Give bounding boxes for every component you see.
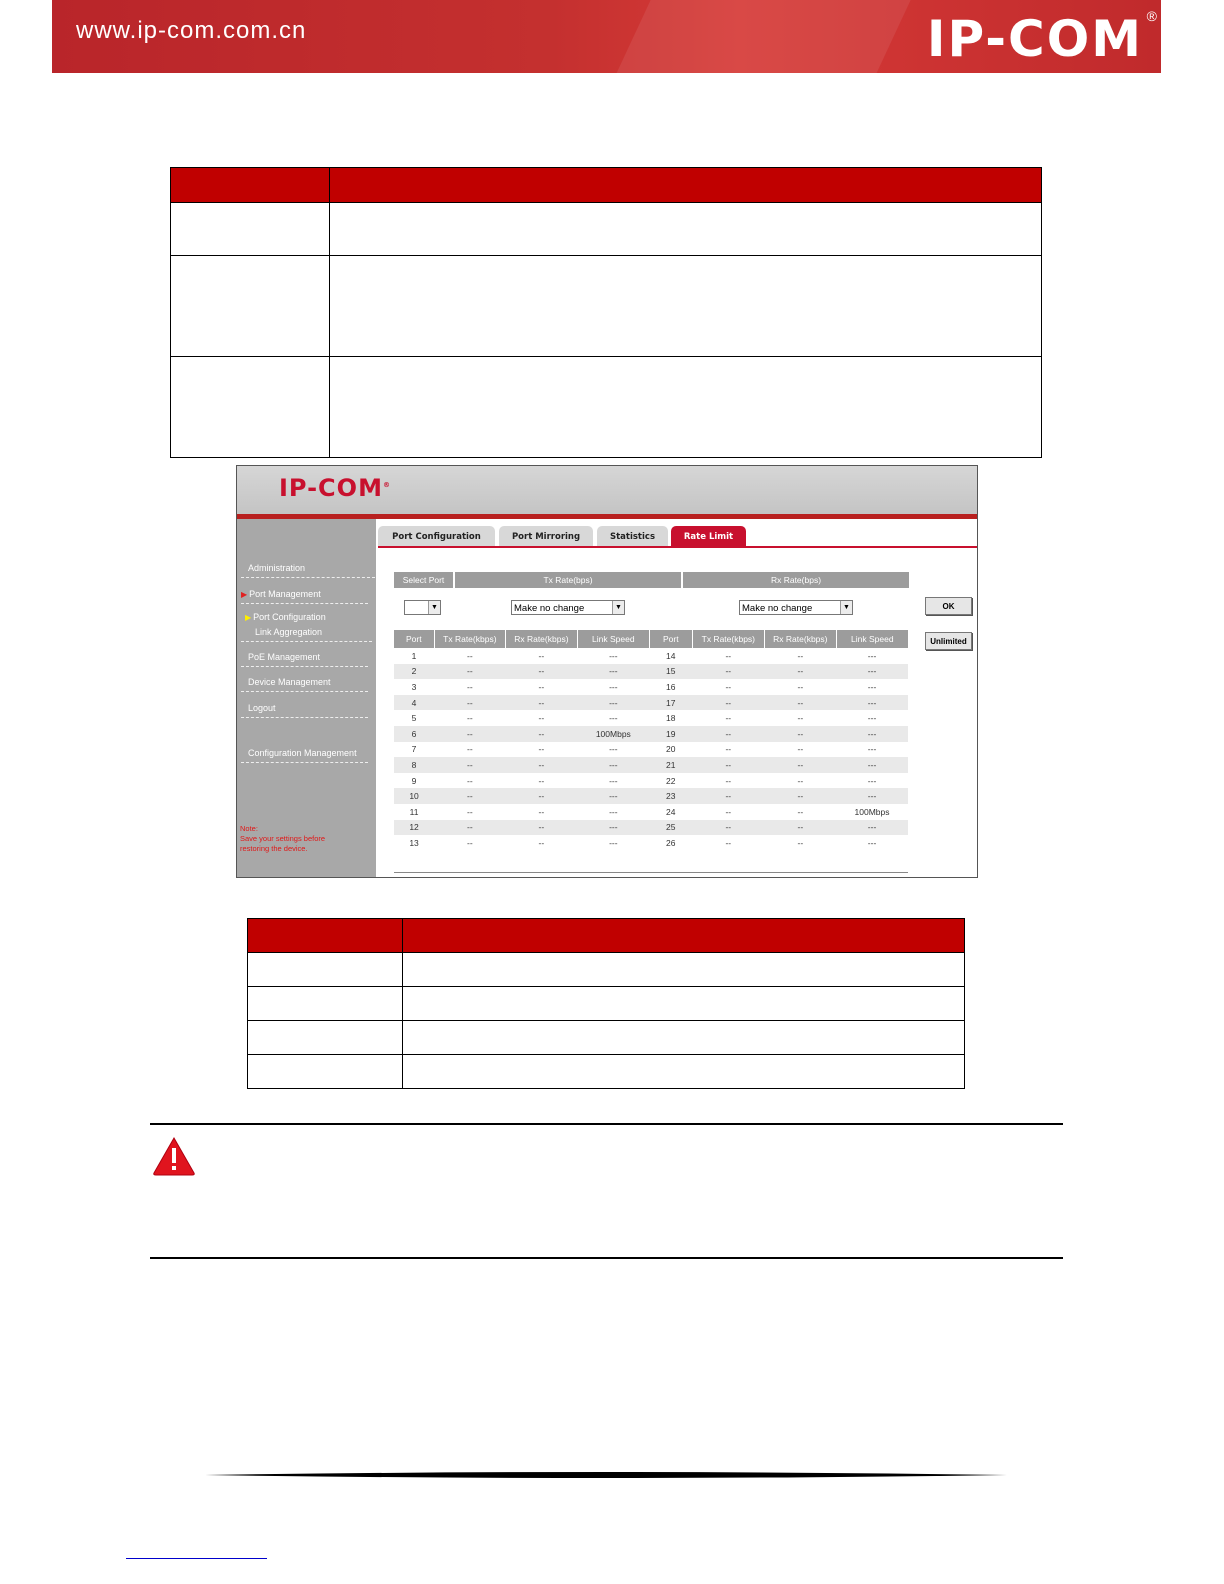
table-cell (403, 953, 965, 987)
table-row (394, 710, 908, 726)
table-cell: -- (797, 806, 804, 817)
table-header-row (248, 919, 965, 953)
table-row (394, 695, 908, 711)
note-text: Save your settings before restoring the device. (240, 834, 326, 853)
table-cell: -- (692, 664, 765, 680)
select-port-header: Select Port (394, 572, 453, 588)
header-banner (52, 0, 1161, 73)
table-cell: -- (725, 744, 732, 755)
table-cell: 17 (650, 695, 693, 711)
port-table-header-row (394, 630, 908, 648)
table-cell: -- (538, 806, 545, 817)
table-cell: --- (577, 664, 649, 680)
tx-rate-header: Tx Rate(bps) (455, 572, 681, 588)
table-bottom-rule (394, 872, 908, 873)
table-cell: --- (836, 820, 908, 836)
unlimited-button[interactable]: Unlimited (925, 632, 972, 650)
table-cell: --- (836, 757, 908, 773)
table-cell (403, 1055, 965, 1089)
table-row (394, 757, 908, 773)
table-cell: -- (725, 681, 732, 692)
table-row (394, 773, 908, 789)
table-cell: -- (692, 726, 765, 742)
table-cell: -- (506, 820, 578, 836)
table-cell: 21 (650, 757, 693, 773)
table-cell: -- (538, 650, 545, 661)
website-url: www.ip-com.com.cn (76, 17, 307, 44)
table-cell: -- (434, 726, 506, 742)
footer-rule (205, 1470, 1007, 1480)
column-header: Link Speed (577, 630, 649, 648)
table-cell: -- (797, 744, 804, 755)
table-row (394, 820, 908, 836)
tab-port-configuration[interactable]: Port Configuration (378, 526, 495, 546)
table-cell: -- (506, 757, 578, 773)
table-cell: 10 (394, 788, 434, 804)
rate-limit-screenshot (236, 465, 978, 878)
table-cell: -- (467, 713, 473, 724)
ui-header (237, 466, 977, 514)
table-cell: --- (609, 650, 618, 661)
table-cell: -- (765, 695, 837, 711)
tx-rate-value: Make no change (514, 603, 585, 614)
table-cell: --- (609, 806, 618, 817)
table-cell: -- (506, 664, 578, 680)
table-cell: 18 (666, 713, 676, 724)
table-row (248, 1055, 965, 1089)
note-title: Note: (240, 824, 258, 833)
table-cell: -- (434, 695, 506, 711)
port-table-body (394, 648, 908, 851)
table-cell: 9 (411, 775, 417, 786)
tab-rate-limit[interactable]: Rate Limit (671, 526, 746, 546)
table-row (248, 987, 965, 1021)
chevron-down-icon: ▼ (840, 601, 852, 614)
table-cell (403, 987, 965, 1021)
table-cell: -- (506, 726, 578, 742)
table-header-cell (330, 168, 1042, 203)
select-port-dropdown[interactable] (404, 600, 441, 615)
table-cell: --- (867, 744, 877, 755)
chevron-down-icon: ▼ (428, 601, 440, 614)
tab-port-mirroring[interactable]: Port Mirroring (499, 526, 593, 546)
table-cell: 1 (411, 650, 417, 661)
table-cell: -- (692, 757, 765, 773)
table-cell: -- (797, 650, 804, 661)
table-cell: -- (725, 837, 732, 848)
table-cell: --- (836, 695, 908, 711)
table-cell (248, 953, 403, 987)
registered-mark: ® (1146, 8, 1157, 24)
table-cell: -- (538, 744, 545, 755)
rx-rate-value: Make no change (742, 603, 813, 614)
sidebar-item-configuration-management[interactable]: Configuration Management (241, 748, 368, 763)
table-cell: -- (692, 695, 765, 711)
sidebar-item-label: Port Configuration (253, 612, 326, 622)
table-cell: 26 (666, 837, 676, 848)
table-cell: 22 (666, 775, 676, 786)
column-header: Tx Rate(kbps) (434, 630, 506, 648)
sidebar-item-port-configuration[interactable] (241, 612, 372, 622)
table-cell: -- (765, 726, 837, 742)
table-cell: 6 (394, 726, 434, 742)
column-header: Rx Rate(kbps) (765, 630, 837, 648)
table-cell: --- (836, 726, 908, 742)
table-cell: -- (467, 744, 473, 755)
table-cell: 11 (409, 806, 419, 817)
table-cell: -- (765, 788, 837, 804)
table-cell: --- (836, 664, 908, 680)
sidebar-item-administration[interactable]: Administration (241, 563, 375, 578)
ok-button[interactable]: OK (925, 597, 972, 615)
arrow-right-icon: ▶ (245, 613, 252, 622)
table-cell (248, 1055, 403, 1089)
table-row (171, 357, 1042, 458)
table-cell (171, 256, 330, 357)
table-cell (171, 357, 330, 458)
table-cell: --- (609, 681, 618, 692)
table-cell: -- (538, 775, 545, 786)
table-cell: -- (506, 695, 578, 711)
warning-bottom-rule (150, 1257, 1063, 1259)
table-cell: --- (836, 788, 908, 804)
table-cell: --- (867, 713, 877, 724)
table-cell: 24 (666, 806, 676, 817)
column-header: Port (650, 630, 693, 648)
sidebar-item-device-management[interactable]: Device Management (241, 677, 368, 692)
sidebar-item-port-management[interactable] (241, 589, 368, 604)
table-header-row (171, 168, 1042, 203)
tab-underline (378, 546, 977, 548)
table-cell: -- (692, 788, 765, 804)
arrow-right-icon: ▶ (241, 590, 248, 599)
table-cell: 100Mbps (577, 726, 649, 742)
rx-rate-header: Rx Rate(bps) (683, 572, 909, 588)
footer-link-underline[interactable] (126, 1558, 267, 1559)
table-cell (330, 203, 1042, 256)
table-cell: -- (797, 837, 804, 848)
table-cell: 5 (411, 713, 417, 724)
table-cell: 8 (394, 757, 434, 773)
table-cell: -- (506, 788, 578, 804)
sidebar-item-label: Port Management (249, 589, 321, 599)
rx-rate-dropdown[interactable] (739, 600, 853, 615)
column-header: Tx Rate(kbps) (692, 630, 765, 648)
table-cell: --- (867, 681, 877, 692)
tx-rate-dropdown[interactable] (511, 600, 625, 615)
table-cell: --- (867, 837, 877, 848)
table-cell: --- (609, 837, 618, 848)
column-header: Rx Rate(kbps) (506, 630, 578, 648)
table-row (394, 679, 908, 695)
table-cell: -- (434, 664, 506, 680)
table-row (248, 1021, 965, 1055)
sidebar-item-link-aggregation[interactable]: Link Aggregation (241, 627, 372, 642)
table-cell: -- (538, 837, 545, 848)
sidebar-item-logout[interactable]: Logout (241, 703, 368, 718)
table-cell: -- (797, 681, 804, 692)
table-cell: --- (609, 744, 618, 755)
table-cell: 19 (650, 726, 693, 742)
table-cell: -- (467, 681, 473, 692)
table-cell: -- (467, 650, 473, 661)
table-cell: --- (577, 757, 649, 773)
parameter-table-bottom (247, 918, 965, 1089)
table-cell: -- (434, 757, 506, 773)
table-cell: -- (765, 664, 837, 680)
table-cell: -- (467, 775, 473, 786)
warning-top-rule (150, 1123, 1063, 1125)
table-cell: --- (577, 788, 649, 804)
table-cell: -- (797, 713, 804, 724)
ui-logo (279, 474, 391, 502)
table-cell: 14 (666, 650, 676, 661)
ui-logo-text: IP-COM (279, 474, 383, 502)
table-cell: -- (538, 713, 545, 724)
table-cell (248, 987, 403, 1021)
table-row (394, 835, 908, 851)
table-cell: 2 (394, 664, 434, 680)
table-cell: -- (725, 806, 732, 817)
sidebar (237, 519, 376, 877)
table-cell: -- (434, 788, 506, 804)
table-cell (171, 203, 330, 256)
table-cell (330, 256, 1042, 357)
sidebar-note (240, 824, 350, 854)
table-row (394, 664, 908, 680)
table-cell: -- (467, 806, 473, 817)
table-cell: --- (577, 820, 649, 836)
table-row (171, 256, 1042, 357)
table-row (171, 203, 1042, 256)
brand-logo: IP-COM (926, 10, 1143, 68)
table-cell: -- (434, 820, 506, 836)
table-cell: -- (725, 713, 732, 724)
table-cell (248, 1021, 403, 1055)
table-cell: --- (609, 775, 618, 786)
ui-logo-mark: ® (382, 481, 391, 489)
table-row (248, 953, 965, 987)
column-header: Link Speed (836, 630, 908, 648)
parameter-table-top (170, 167, 1042, 458)
table-cell: 15 (650, 664, 693, 680)
table-cell: -- (692, 820, 765, 836)
table-row (394, 804, 908, 820)
sidebar-item-poe-management[interactable]: PoE Management (241, 652, 368, 667)
table-cell: 4 (394, 695, 434, 711)
table-cell: 13 (409, 837, 419, 848)
table-cell: --- (867, 775, 877, 786)
table-header-cell (171, 168, 330, 203)
table-cell: -- (765, 757, 837, 773)
tab-statistics[interactable]: Statistics (597, 526, 668, 546)
table-cell: 16 (666, 681, 676, 692)
table-cell: 23 (650, 788, 693, 804)
table-cell (330, 357, 1042, 458)
table-row (394, 648, 908, 664)
table-cell: --- (577, 695, 649, 711)
table-row (394, 788, 908, 804)
table-cell: -- (467, 837, 473, 848)
table-cell: 12 (394, 820, 434, 836)
table-cell: 25 (650, 820, 693, 836)
table-cell: 7 (411, 744, 417, 755)
table-header-cell (248, 919, 403, 953)
port-rate-table (394, 630, 908, 851)
banner-decoration (595, 0, 930, 73)
table-cell (403, 1021, 965, 1055)
table-cell: -- (538, 681, 545, 692)
table-cell: -- (725, 650, 732, 661)
table-cell: -- (797, 775, 804, 786)
table-row (394, 726, 908, 742)
table-header-cell (403, 919, 965, 953)
table-cell: --- (609, 713, 618, 724)
table-cell: 20 (666, 744, 676, 755)
table-cell: 3 (411, 681, 417, 692)
warning-triangle-icon (152, 1136, 196, 1176)
table-cell: -- (765, 820, 837, 836)
table-cell: --- (867, 650, 877, 661)
chevron-down-icon: ▼ (612, 601, 624, 614)
table-cell: 100Mbps (854, 806, 890, 817)
table-row (394, 742, 908, 758)
table-cell: -- (725, 775, 732, 786)
column-header: Port (394, 630, 434, 648)
